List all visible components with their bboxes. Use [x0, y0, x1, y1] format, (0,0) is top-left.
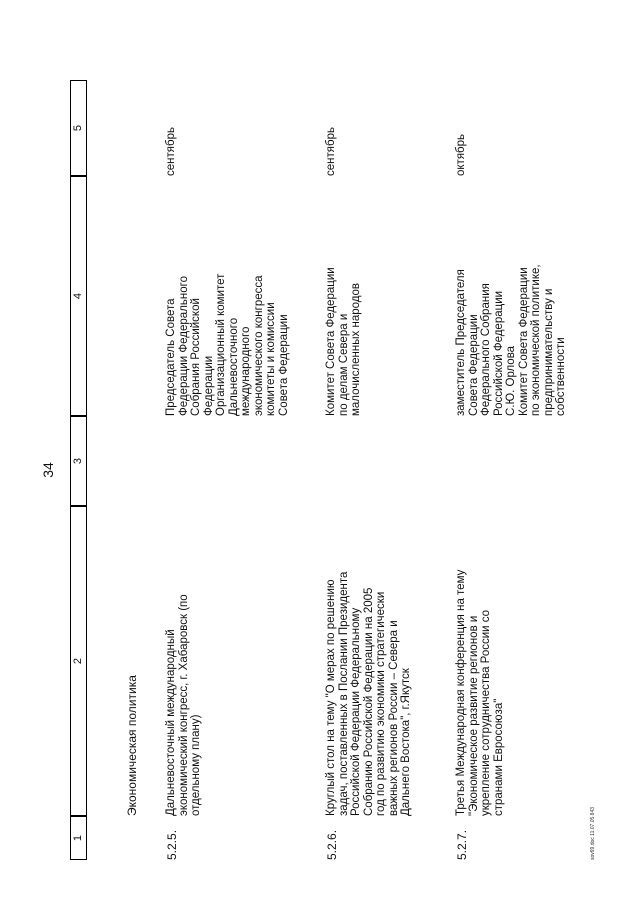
- text-line: Организационный комитет: [215, 273, 227, 416]
- text-line: Круглый стол на тему "О мерах по решению: [325, 579, 337, 816]
- text-line: Третья Международная конференция на тему: [455, 569, 467, 816]
- text-line: С.Ю. Орлова: [505, 345, 517, 416]
- document-footer: sov99.doc 11.07.05 843: [590, 806, 596, 860]
- text-line: комитеты и комиссии: [265, 302, 277, 416]
- row-responsible: [455, 236, 568, 416]
- text-line: Совета Федерации: [277, 314, 290, 416]
- section-title: Экономическая политика: [125, 675, 139, 816]
- text-line: Дальневосточного: [227, 317, 240, 416]
- column-header-4: 4: [70, 176, 87, 416]
- text-line: Федерации: [202, 355, 215, 416]
- column-header-1: 1: [70, 816, 87, 860]
- row-date: октябрь: [455, 133, 467, 176]
- column-header-2: 2: [70, 506, 87, 816]
- text-line: заместитель Председателя: [455, 269, 467, 416]
- text-line: Российской Федерации Федеральному: [350, 607, 362, 816]
- column-header-3: 3: [70, 416, 87, 506]
- page-number: 34: [40, 462, 56, 478]
- row-responsible: [325, 236, 363, 416]
- text-line: Российской Федерации: [492, 290, 505, 416]
- text-line: отдельному плану): [190, 714, 202, 816]
- text-line: Председатель Совета: [165, 298, 177, 416]
- row-number: 5.2.6.: [325, 829, 339, 860]
- text-line: странами Евросоюза": [492, 698, 505, 816]
- text-line: Совета Федерации: [467, 314, 480, 416]
- text-line: Федерального Собрания: [480, 283, 492, 416]
- text-line: по делам Севера и: [337, 313, 350, 416]
- text-line: Комитет Совета Федерации: [517, 267, 530, 416]
- text-line: экономический конгресс, г. Хабаровск (по: [177, 594, 190, 816]
- text-line: Комитет Совета Федерации: [325, 267, 337, 416]
- row-date: сентябрь: [165, 127, 177, 176]
- text-line: важных регионов России – Севера и: [387, 620, 400, 816]
- column-header-5: 5: [70, 80, 87, 176]
- row-number: 5.2.7.: [455, 829, 469, 860]
- rotated-page: [40, 80, 610, 860]
- text-line: Дальневосточный международный: [165, 629, 177, 816]
- text-line: экономического конгресса: [252, 275, 265, 416]
- text-line: собственности: [555, 337, 567, 416]
- text-line: Собранию Российской Федерации на 2005: [362, 587, 375, 816]
- text-line: "Экономическое развитие регионов и: [467, 615, 480, 816]
- row-date: сентябрь: [325, 127, 337, 176]
- text-line: укрепление сотрудничества России со: [480, 609, 492, 816]
- text-line: предпринимательству и: [542, 288, 555, 416]
- text-line: международного: [240, 326, 252, 416]
- text-line: Дальнего Востока", г.Якутск: [400, 668, 412, 816]
- row-title: [455, 566, 505, 816]
- text-line: год по развитию экономики стратегически: [375, 591, 387, 816]
- row-title: [165, 566, 203, 816]
- text-line: задач, поставленных в Послании Президента: [337, 571, 350, 816]
- row-title: [325, 566, 413, 816]
- text-line: малочисленных народов: [350, 283, 362, 416]
- row-responsible: [165, 236, 290, 416]
- text-line: Федерации Федерального: [177, 276, 190, 416]
- text-line: Собрания Российской: [190, 298, 202, 416]
- text-line: по экономической политике,: [530, 264, 542, 416]
- row-number: 5.2.5.: [165, 829, 179, 860]
